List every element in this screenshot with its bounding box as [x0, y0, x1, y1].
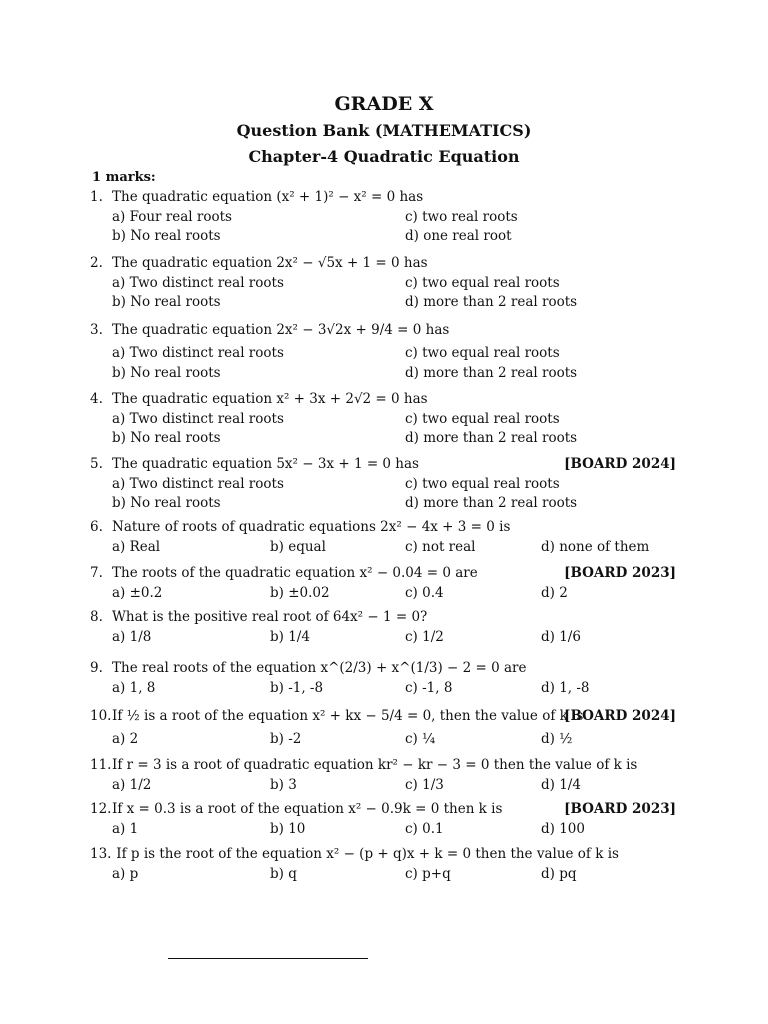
option-7-2: b) ±0.02	[270, 585, 330, 601]
option-8-1: a) 1/8	[112, 629, 152, 645]
question-3	[90, 322, 449, 338]
question-2	[90, 255, 428, 271]
footer-rule	[168, 958, 368, 959]
question-text: If p is the root of the equation x² − (p + q)x + k = 0 then the value of k is	[112, 846, 619, 862]
option-10-3: c) ¼	[405, 731, 436, 747]
question-number: 13.	[90, 846, 112, 862]
question-text: What is the positive real root of 64x² − 1 = 0?	[112, 609, 428, 625]
option-4-4: d) more than 2 real roots	[405, 430, 578, 446]
option-9-1: a) 1, 8	[112, 680, 156, 696]
question-13	[90, 846, 619, 862]
board-tag: [BOARD 2024]	[564, 708, 676, 724]
question-text: The quadratic equation 2x² − √5x + 1 = 0 has	[112, 255, 428, 271]
option-6-2: b) equal	[270, 539, 326, 555]
question-number: 10.	[90, 708, 112, 724]
option-2-2: c) two equal real roots	[405, 275, 560, 291]
chapter-heading: Chapter-4 Quadratic Equation	[248, 147, 520, 166]
section-label: 1 marks:	[92, 170, 156, 185]
option-11-3: c) 1/3	[405, 777, 444, 793]
question-number: 6.	[90, 519, 103, 535]
option-4-1: a) Two distinct real roots	[112, 411, 284, 427]
option-3-2: c) two equal real roots	[405, 345, 560, 361]
option-12-3: c) 0.1	[405, 821, 444, 837]
question-text: The real roots of the equation x^(2/3) + x^(1/3) − 2 = 0 are	[112, 660, 527, 676]
option-4-3: b) No real roots	[112, 430, 221, 446]
board-tag: [BOARD 2024]	[564, 456, 676, 472]
option-3-3: b) No real roots	[112, 365, 221, 381]
option-11-1: a) 1/2	[112, 777, 152, 793]
option-10-4: d) ½	[541, 731, 573, 747]
question-number: 5.	[90, 456, 103, 472]
option-10-2: b) -2	[270, 731, 302, 747]
option-4-2: c) two equal real roots	[405, 411, 560, 427]
option-13-2: b) q	[270, 866, 297, 882]
option-9-4: d) 1, -8	[541, 680, 590, 696]
question-text: If x = 0.3 is a root of the equation x² − 0.9k = 0 then k is	[112, 801, 503, 817]
option-5-3: b) No real roots	[112, 495, 221, 511]
option-2-1: a) Two distinct real roots	[112, 275, 284, 291]
question-11	[90, 757, 637, 773]
option-8-2: b) 1/4	[270, 629, 310, 645]
question-text: The quadratic equation 5x² − 3x + 1 = 0 has	[112, 456, 419, 472]
option-12-4: d) 100	[541, 821, 585, 837]
question-4	[90, 391, 428, 407]
option-2-3: b) No real roots	[112, 294, 221, 310]
board-tag: [BOARD 2023]	[564, 565, 676, 581]
question-number: 7.	[90, 565, 103, 581]
option-13-3: c) p+q	[405, 866, 451, 882]
question-9	[90, 660, 527, 676]
question-number: 3.	[90, 322, 103, 338]
option-2-4: d) more than 2 real roots	[405, 294, 578, 310]
option-5-2: c) two equal real roots	[405, 476, 560, 492]
option-6-4: d) none of them	[541, 539, 650, 555]
option-8-3: c) 1/2	[405, 629, 444, 645]
question-7	[90, 565, 478, 581]
option-10-1: a) 2	[112, 731, 139, 747]
question-number: 9.	[90, 660, 103, 676]
option-13-4: d) pq	[541, 866, 577, 882]
option-1-4: d) one real root	[405, 228, 512, 244]
option-7-3: c) 0.4	[405, 585, 444, 601]
option-6-1: a) Real	[112, 539, 161, 555]
option-5-4: d) more than 2 real roots	[405, 495, 578, 511]
option-3-4: d) more than 2 real roots	[405, 365, 578, 381]
question-text: If ½ is a root of the equation x² + kx − 5/4 = 0, then the value of k is	[112, 708, 584, 724]
question-text: Nature of roots of quadratic equations 2x² − 4x + 3 = 0 is	[112, 519, 511, 535]
question-number: 2.	[90, 255, 103, 271]
option-3-1: a) Two distinct real roots	[112, 345, 284, 361]
option-7-4: d) 2	[541, 585, 568, 601]
subject-heading: Question Bank (MATHEMATICS)	[236, 121, 532, 140]
option-1-3: b) No real roots	[112, 228, 221, 244]
question-text: The quadratic equation x² + 3x + 2√2 = 0 has	[112, 391, 428, 407]
option-11-2: b) 3	[270, 777, 297, 793]
question-text: The roots of the quadratic equation x² − 0.04 = 0 are	[112, 565, 478, 581]
question-number: 11.	[90, 757, 112, 773]
option-7-1: a) ±0.2	[112, 585, 163, 601]
option-8-4: d) 1/6	[541, 629, 581, 645]
option-12-1: a) 1	[112, 821, 139, 837]
question-5	[90, 456, 419, 472]
option-9-3: c) -1, 8	[405, 680, 453, 696]
question-number: 8.	[90, 609, 103, 625]
board-tag: [BOARD 2023]	[564, 801, 676, 817]
option-1-1: a) Four real roots	[112, 209, 232, 225]
question-8	[90, 609, 427, 625]
question-12	[90, 801, 502, 817]
option-13-1: a) p	[112, 866, 139, 882]
option-1-2: c) two real roots	[405, 209, 518, 225]
question-text: If r = 3 is a root of quadratic equation kr² − kr − 3 = 0 then the value of k is	[112, 757, 638, 773]
question-6	[90, 519, 510, 535]
question-number: 4.	[90, 391, 103, 407]
question-text: The quadratic equation 2x² − 3√2x + 9/4 = 0 has	[112, 322, 450, 338]
option-12-2: b) 10	[270, 821, 306, 837]
option-11-4: d) 1/4	[541, 777, 581, 793]
option-5-1: a) Two distinct real roots	[112, 476, 284, 492]
page-title: GRADE X	[334, 93, 434, 115]
question-1	[90, 189, 423, 205]
option-9-2: b) -1, -8	[270, 680, 324, 696]
question-text: The quadratic equation (x² + 1)² − x² = 0 has	[112, 189, 424, 205]
option-6-3: c) not real	[405, 539, 476, 555]
question-10	[90, 708, 583, 724]
question-number: 12.	[90, 801, 112, 817]
question-number: 1.	[90, 189, 103, 205]
